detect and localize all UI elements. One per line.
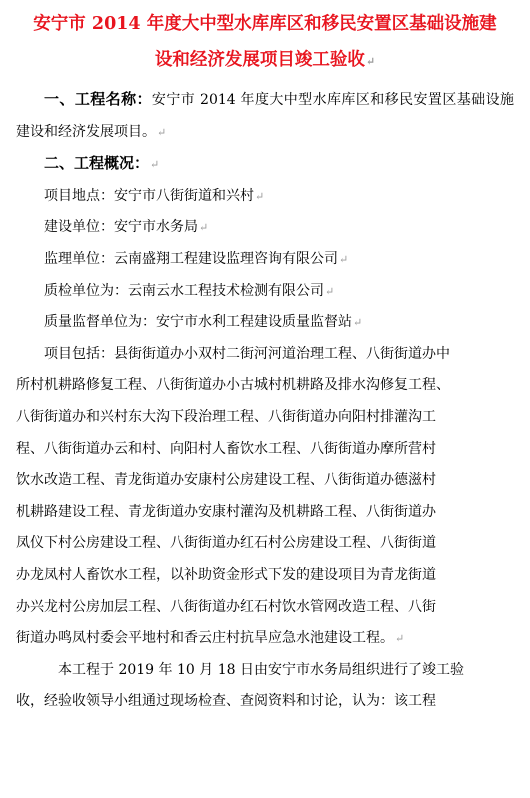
scope-line: 程、八街街道办云和村、向阳村人畜饮水工程、八街街道办摩所营村 [16, 440, 436, 457]
qs-unit-text: 质量监督单位为：安宁市水利工程建设质量监督站 [44, 314, 352, 331]
paragraph-mark-icon: ↵ [325, 284, 335, 298]
scope-line: 街道办鸣凤村委会平地村和香云庄村抗旱应急水池建设工程。 [16, 630, 394, 647]
paragraph-mark-icon: ↵ [255, 189, 265, 203]
scope-line: 办龙凤村人畜饮水工程，以补助资金形式下发的建设项目为青龙街道 [16, 566, 436, 583]
qc-unit-text: 质检单位为：云南云水工程技术检测有限公司 [44, 282, 324, 299]
project-location-text: 项目地点：安宁市八街街道和兴村 [44, 187, 254, 204]
paragraph-mark-icon: ↵ [365, 55, 376, 68]
qc-unit [0, 276, 530, 308]
paragraph-mark-icon: ↵ [199, 221, 209, 235]
supervisor-unit-text: 监理单位：云南盛翔工程建设监理咨询有限公司 [44, 250, 338, 267]
scope-line: 项目包括：县街街道办小双村二街河河道治理工程、八街街道办中 [44, 345, 450, 362]
acceptance-line: 本工程于 2019 年 10 月 18 日由安宁市水务局组织进行了竣工验 [58, 661, 464, 678]
project-scope [0, 339, 530, 655]
section-1-heading: 一、工程名称： [44, 90, 152, 108]
paragraph-mark-icon: ↵ [395, 632, 405, 646]
paragraph-mark-icon: ↵ [157, 125, 167, 139]
paragraph-mark-icon: ↵ [150, 158, 160, 172]
builder-unit [0, 212, 530, 244]
scope-line: 八街街道办和兴村东大沟下段治理工程、八街街道办向阳村排灌沟工 [16, 408, 436, 425]
project-location [0, 181, 530, 213]
scope-line: 办兴龙村公房加层工程、八街街道办红石村饮水管网改造工程、八街 [16, 598, 436, 615]
title-line-2-text: 设和经济发展项目竣工验收 [154, 50, 365, 70]
section-2-heading-paragraph [0, 148, 530, 181]
qs-unit [0, 307, 530, 339]
document-title [0, 0, 530, 80]
acceptance-line: 收，经验收领导小组通过现场检查、查阅资料和讨论，认为：该工程 [16, 693, 436, 710]
scope-line: 所村机耕路修复工程、八街街道办小古城村机耕路及排水沟修复工程、 [16, 377, 450, 394]
paragraph-mark-icon: ↵ [353, 316, 363, 330]
scope-line: 机耕路建设工程、青龙街道办安康村灌沟及机耕路工程、八街街道办 [16, 503, 436, 520]
builder-unit-text: 建设单位：安宁市水务局 [44, 219, 198, 236]
scope-line-last [16, 623, 514, 655]
scope-line: 凤仪下村公房建设工程、八街街道办红石村公房建设工程、八街街道 [16, 535, 436, 552]
section-2-heading: 二、工程概况： [44, 154, 150, 173]
paragraph-mark-icon: ↵ [339, 252, 349, 266]
scope-line: 饮水改造工程、青龙街道办安康村公房建设工程、八街街道办德滋村 [16, 472, 436, 489]
section-1-paragraph [0, 84, 530, 148]
title-line-1: 安宁市 2014 年度大中型水库库区和移民安置区基础设施建 [33, 14, 497, 34]
title-line-2 [6, 42, 524, 80]
section-1-text: 安宁市 2014 年度大中型水库库区和移民安置区基础设施建设和经济发展项目。 [16, 92, 514, 140]
acceptance-paragraph [0, 655, 530, 718]
supervisor-unit [0, 244, 530, 276]
